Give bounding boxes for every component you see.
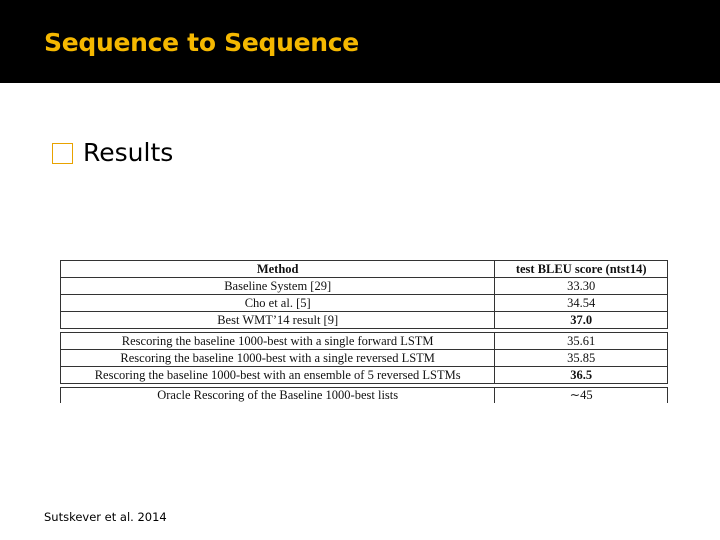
results-table xyxy=(60,260,668,403)
table-row xyxy=(61,333,668,350)
bullet-text: Results xyxy=(83,138,174,167)
slide-title: Sequence to Sequence xyxy=(44,28,359,57)
table-row xyxy=(61,350,668,367)
method-cell: Baseline System [29] xyxy=(61,278,495,295)
method-cell: Oracle Rescoring of the Baseline 1000-best lists xyxy=(61,388,495,404)
table-row xyxy=(61,312,668,329)
header-method: Method xyxy=(61,261,495,278)
table-header-row xyxy=(61,261,668,278)
bullet-box-icon xyxy=(52,143,73,164)
header-score: test BLEU score (ntst14) xyxy=(495,261,668,278)
table-row xyxy=(61,295,668,312)
title-bar xyxy=(0,0,720,83)
method-cell: Rescoring the baseline 1000-best with a single forward LSTM xyxy=(61,333,495,350)
method-cell: Cho et al. [5] xyxy=(61,295,495,312)
score-cell: 33.30 xyxy=(495,278,668,295)
score-cell: 36.5 xyxy=(495,367,668,384)
score-cell: 35.85 xyxy=(495,350,668,367)
table-row xyxy=(61,388,668,404)
method-cell: Rescoring the baseline 1000-best with an ensemble of 5 reversed LSTMs xyxy=(61,367,495,384)
score-cell: 35.61 xyxy=(495,333,668,350)
citation: Sutskever et al. 2014 xyxy=(44,510,167,524)
table-row xyxy=(61,367,668,384)
score-cell: ∼45 xyxy=(495,388,668,404)
method-cell: Best WMT’14 result [9] xyxy=(61,312,495,329)
score-cell: 34.54 xyxy=(495,295,668,312)
method-cell: Rescoring the baseline 1000-best with a single reversed LSTM xyxy=(61,350,495,367)
score-cell: 37.0 xyxy=(495,312,668,329)
table-row xyxy=(61,278,668,295)
